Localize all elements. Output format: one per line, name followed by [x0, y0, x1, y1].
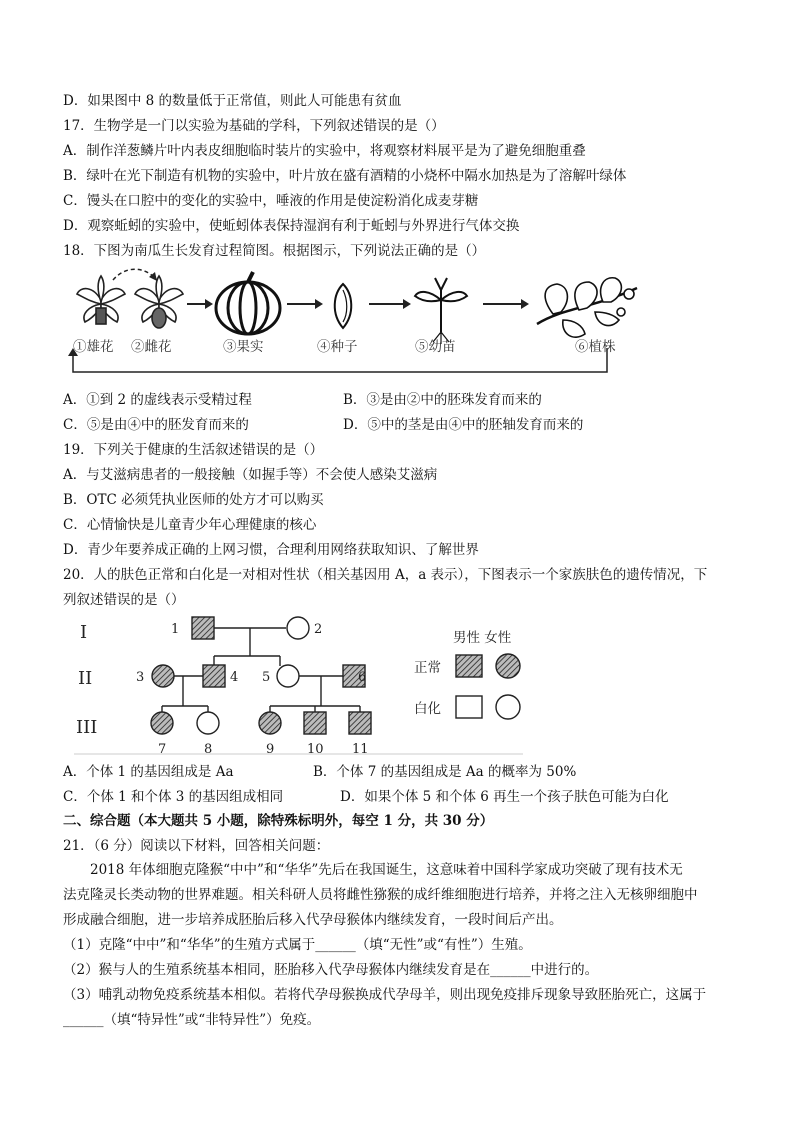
- q18-option-c: C．⑤是由④中的胚发育而来的: [63, 417, 249, 433]
- arrow-icon: [315, 299, 323, 309]
- number-3: 3: [136, 670, 145, 685]
- individual-1-normal-male: [192, 617, 214, 639]
- pollination-dashed-arrow: [113, 269, 155, 280]
- q21-subquestion-2: （2）猴与人的生殖系统基本相同，胚胎移入代孕母猴体内继续发育是在______中进行的。: [63, 962, 599, 978]
- individual-8-albino-female: [197, 712, 219, 734]
- legend-albino-male: [456, 696, 482, 718]
- q21-material-line2: 法克隆灵长类动物的世界难题。相关科研人员将雌性猕猴的成纤维细胞进行培养，并将之注入无核卵细胞中: [63, 887, 698, 903]
- number-11: 11: [352, 742, 369, 757]
- q21-subquestion-3-line1: （3）哺乳动物免疫系统基本相似。若将代孕母猴换成代孕母羊，则出现免疫排斥现象导致胚胎死亡，这属于: [63, 987, 707, 1003]
- q17-stem: 17．生物学是一门以实验为基础的学科，下列叙述错误的是（）: [63, 118, 445, 134]
- individual-5-albino-female: [277, 665, 299, 687]
- number-1: 1: [171, 622, 180, 637]
- q18-stem: 18．下图为南瓜生长发育过程简图。根据图示，下列说法正确的是（）: [63, 243, 486, 259]
- label-fruit: ③果实: [223, 339, 264, 355]
- generation-label-3: III: [76, 717, 98, 738]
- individual-2-albino-female: [287, 617, 309, 639]
- number-2: 2: [314, 622, 323, 637]
- q17-option-a: A．制作洋葱鳞片叶内表皮细胞临时装片的实验中，将观察材料展平是为了避免细胞重叠: [63, 143, 586, 159]
- q20-option-a: A．个体 1 的基因组成是 Aa: [63, 764, 234, 780]
- q21-material-line1: 2018 年体细胞克隆猴“中中”和“华华”先后在我国诞生，这意味着中国科学家成功突破了现有技术无: [90, 862, 683, 878]
- q19-option-a: A．与艾滋病患者的一般接触（如握手等）不会使人感染艾滋病: [63, 467, 438, 483]
- q20-stem-line2: 列叙述错误的是（）: [63, 592, 185, 608]
- number-10: 10: [307, 742, 324, 757]
- number-4: 4: [230, 670, 239, 685]
- q20-option-d: D．如果个体 5 和个体 6 再生一个孩子肤色可能为白化: [340, 789, 669, 805]
- legend-header: 男性 女性: [453, 630, 512, 646]
- male-flower-icon: [77, 276, 125, 324]
- q20-option-c: C．个体 1 和个体 3 的基因组成相同: [63, 789, 284, 805]
- legend-normal-male: [456, 655, 482, 677]
- legend-albino-female: [496, 695, 520, 719]
- q21-material-line3: 形成融合细胞，进一步培养成胚胎后移入代孕母猴体内继续发育，一段时间后产出。: [63, 912, 563, 928]
- legend-normal-label: 正常: [414, 660, 441, 676]
- q20-option-b: B．个体 7 的基因组成是 Aa 的概率为 50%: [313, 764, 577, 780]
- q21-stem: 21．（6 分）阅读以下材料，回答相关问题：: [63, 838, 330, 854]
- q21-subquestion-3-line2: ______（填“特异性”或“非特异性”）免疫。: [63, 1012, 321, 1028]
- number-6: 6: [358, 670, 367, 685]
- q18-option-d: D．⑤中的茎是由④中的胚轴发育而来的: [343, 417, 584, 433]
- individual-10-normal-male: [304, 712, 326, 734]
- number-7: 7: [158, 742, 167, 757]
- arrow-icon: [403, 299, 411, 309]
- pumpkin-figure: [63, 268, 643, 380]
- q19-option-c: C．心情愉快是儿童青少年心理健康的核心: [63, 517, 317, 533]
- section-2-heading: 二、综合题（本大题共 5 小题，除特殊标明外，每空 1 分，共 30 分）: [63, 813, 494, 829]
- q18-option-b: B．③是由②中的胚珠发育而来的: [343, 392, 542, 408]
- individual-3-normal-female: [152, 665, 174, 687]
- individual-11-normal-male: [349, 712, 371, 734]
- individual-4-normal-male: [203, 665, 225, 687]
- q17-option-b: B．绿叶在光下制造有机物的实验中，叶片放在盛有酒精的小烧杯中隔水加热是为了溶解叶绿体: [63, 168, 627, 184]
- legend-albino-label: 白化: [414, 701, 441, 717]
- q19-option-b: B．OTC 必须凭执业医师的处方才可以购买: [63, 492, 324, 508]
- arrow-icon: [521, 299, 529, 309]
- label-seedling: ⑤幼苗: [415, 339, 456, 355]
- generation-label-2: II: [78, 668, 93, 689]
- q21-subquestion-1: （1）克隆“中中”和“华华”的生殖方式属于______（填“无性”或“有性”）生殖。: [63, 937, 532, 953]
- q19-stem: 19．下列关于健康的生活叙述错误的是（）: [63, 442, 324, 458]
- number-9: 9: [266, 742, 275, 757]
- label-seed: ④种子: [317, 339, 358, 355]
- generation-label-1: I: [80, 622, 88, 643]
- arrow-icon: [205, 299, 213, 309]
- plant-icon: [537, 278, 637, 337]
- individual-9-normal-female: [259, 712, 281, 734]
- legend-normal-female: [496, 654, 520, 678]
- q18-option-a: A．①到 2 的虚线表示受精过程: [63, 392, 252, 408]
- q17-option-d: D．观察蚯蚓的实验中，使蚯蚓体表保持湿润有利于蚯蚓与外界进行气体交换: [63, 218, 520, 234]
- q16-option-d: D．如果图中 8 的数量低于正常值，则此人可能患有贫血: [63, 93, 402, 109]
- q17-option-c: C．馒头在口腔中的变化的实验中，唾液的作用是使淀粉消化成麦芽糖: [63, 193, 479, 209]
- pumpkin-fruit-icon: [216, 272, 280, 334]
- q20-stem-line1: 20．人的肤色正常和白化是一对相对性状（相关基因用 A，a 表示），下图表示一个家族肤色的遗传情况，下: [63, 567, 708, 583]
- number-5: 5: [262, 670, 271, 685]
- female-flower-icon: [135, 276, 183, 328]
- pedigree-figure: [68, 612, 528, 757]
- label-female-flower: ②雌花: [131, 339, 172, 355]
- q19-option-d: D．青少年要养成正确的上网习惯，合理利用网络获取知识、了解世界: [63, 542, 479, 558]
- seedling-icon: [415, 278, 467, 344]
- individual-7-normal-female: [151, 712, 173, 734]
- number-8: 8: [204, 742, 213, 757]
- label-male-flower: ①雄花: [73, 339, 114, 355]
- label-plant: ⑥植株: [575, 339, 616, 355]
- pollination-arrowhead: [149, 272, 157, 281]
